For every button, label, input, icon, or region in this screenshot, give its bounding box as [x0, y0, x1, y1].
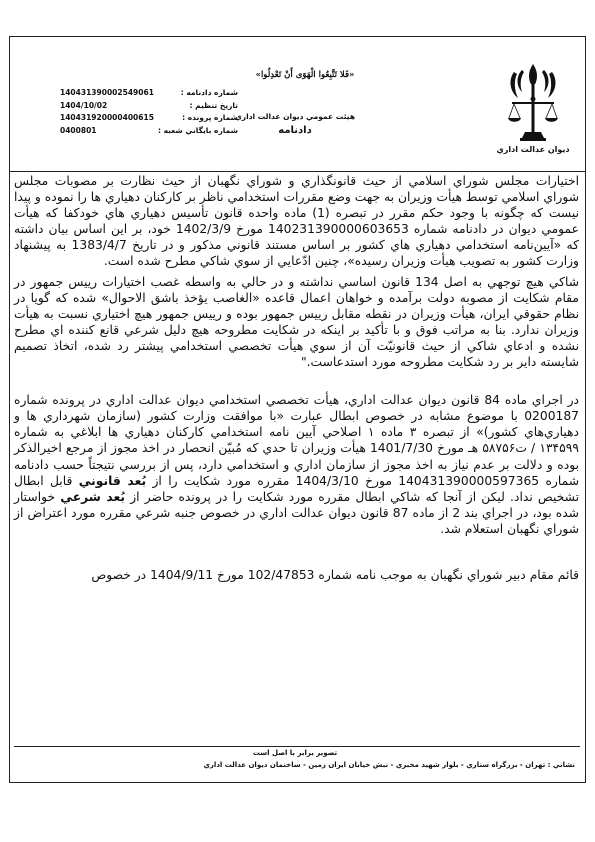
meta-value: 1404/10/02 — [60, 100, 108, 110]
meta-value: 0400801 — [60, 126, 97, 136]
footer-divider — [14, 746, 580, 747]
meta-row — [60, 99, 238, 112]
emphasis-text: بُعد شرعي — [60, 489, 126, 504]
emphasis-text: بُعد قانوني — [78, 473, 147, 488]
meta-label: شماره پرونده : — [182, 113, 238, 123]
document-body — [14, 173, 579, 583]
meta-label: شماره دادنامه : — [180, 87, 238, 97]
certification-note: تصوير برابر با اصل است — [252, 749, 338, 757]
paragraph-text: قابل ابطال تشخيص نداد. ليكن از آنجا كه شاكي ابطال مقرره مورد شكايت را در پرونده حاضر از — [14, 473, 580, 504]
board-name: هيئت عمومي ديوان عدالت اداري — [234, 112, 356, 121]
paragraph-text: در اجراي ماده 84 قانون ديوان عدالت اداري، هيأت تخصصي استخدامي ديوان عدالت اداري در پرونده شماره 0200187 با موضوع مشابه در خصوص ابطال عبارت «با موافقت وزارت كشور (سازمان شهرداري ها و دهياري‌هاي كشور)» از تبصره ۳ ماده ۱ اصلاحي آيين نامه استخدامي كاركنان دهياري ها ابلاغي به شماره ۱۳۴۵۹۹ / ت۵۸۷۵۶ هـ مورخ 1401/7/30 هيأت وزيران تا حدي كه مُبيّن انحصار در اخذ مجوز از مرجع اخيرالذكر بوده و دلالت بر عدم نياز به اخذ مجوز از سازمان اداري و استخدامي دارد، پس از بررسي نتيجتاً حسب دادنامه شماره 140431390000597365 مورخ 1404/3/10 مقرره مورد شكايت را از — [14, 393, 580, 488]
meta-value: 140431390002549061 — [60, 87, 154, 97]
paragraph: شاكي هيچ توجهي به اصل 134 قانون اساسي نداشته و در حالي به واسطه غصب اختيارات رييس جمهور در مقام شكايت از مصوبه دولت برآمده و خواهان اعمال قاعده «الغاصب يؤخذ باشق الاحوال» شده كه گويا در نظام حقوقي ايران، هيأت وزيران در نقطه مقابل رييس جمهور بوده و رييس جمهور هيچ اختياري نسبت به هيأت وزيران ندارد. بنا به مراتب فوق و با تأكيد بر اينكه در شكايت مطروحه هيچ دليل شرعي قانع كننده اي مطرح نشده و ادعاي شاكي از حيث قانونيّت آن از سوي هيأت تخصصي استخدامي پيشتر رد شده، اتخاذ تصميم شايسته داير بر رد شكايت مطروحه مورد استدعاست." — [14, 274, 579, 370]
paragraph: قائم مقام دبير شوراي نگهبان به موجب نامه شماره 102/47853 مورخ 1404/9/11 در خصوص — [91, 567, 579, 582]
paragraph: اختيارات مجلس شوراي اسلامي از حيث قانونگذاري و شوراي نگهبان از حيث نظارت بر مصوبات مجلس شوراي اسلامي توسط هيأت وزيران به جهت وضع مقررات استخدامي ناظر بر كاركنان دهياري ها را نموده و پيدا نيست كه چگونه با وجود حكم مقرر در تبصره (1) ماده واحده قانون تأسيس دهياري هاي خودكفا كه هيأت عمومي ديوان در دادنامه شماره 140231390000603653 مورخ 1402/3/9 خود، بر اين اساس بيان داشته كه «آيين‌نامه استخدامي دهياري هاي كشور بر اساس مستند قانوني مذكور و در تاريخ 1383/4/7 به پيشنهاد وزارت كشور به تصويب هيأت وزيران رسيده»، چنين ادّعايي از سوي شاكي مطرح شده است. — [14, 174, 579, 269]
document-title: دادنامه — [278, 125, 312, 136]
meta-value: 140431920000400615 — [60, 113, 154, 123]
header-divider — [9, 171, 586, 172]
meta-row — [60, 124, 238, 137]
meta-label: شماره بايگاني شعبه : — [157, 126, 238, 136]
emblem-icon — [508, 62, 558, 144]
meta-row — [60, 112, 238, 125]
document-meta — [60, 86, 238, 137]
organization-name: ديوان عدالت اداري — [496, 145, 570, 154]
meta-label: تاريخ تنظيم : — [189, 100, 238, 110]
paragraph-text: خواستار شده بود، در اجراي بند 2 از ماده 87 قانون ديوان عدالت اداري در خصوص جنبه شرعي مقرره مورد اعتراض از شوراي نگهبان استعلام شد. — [14, 489, 579, 536]
footer-address: نشاني : تهران - بزرگراه ستاري - بلوار شهيد مخبري - نبش خيابان ايران زمين - ساختمان ديوان عدالت اداري — [203, 761, 575, 769]
meta-row — [60, 86, 238, 99]
paragraph — [14, 392, 579, 537]
quran-verse: «فَلا تَتَّبِعُوا الْهَوَى أَنْ تَعْدِلُوا» — [255, 70, 355, 80]
